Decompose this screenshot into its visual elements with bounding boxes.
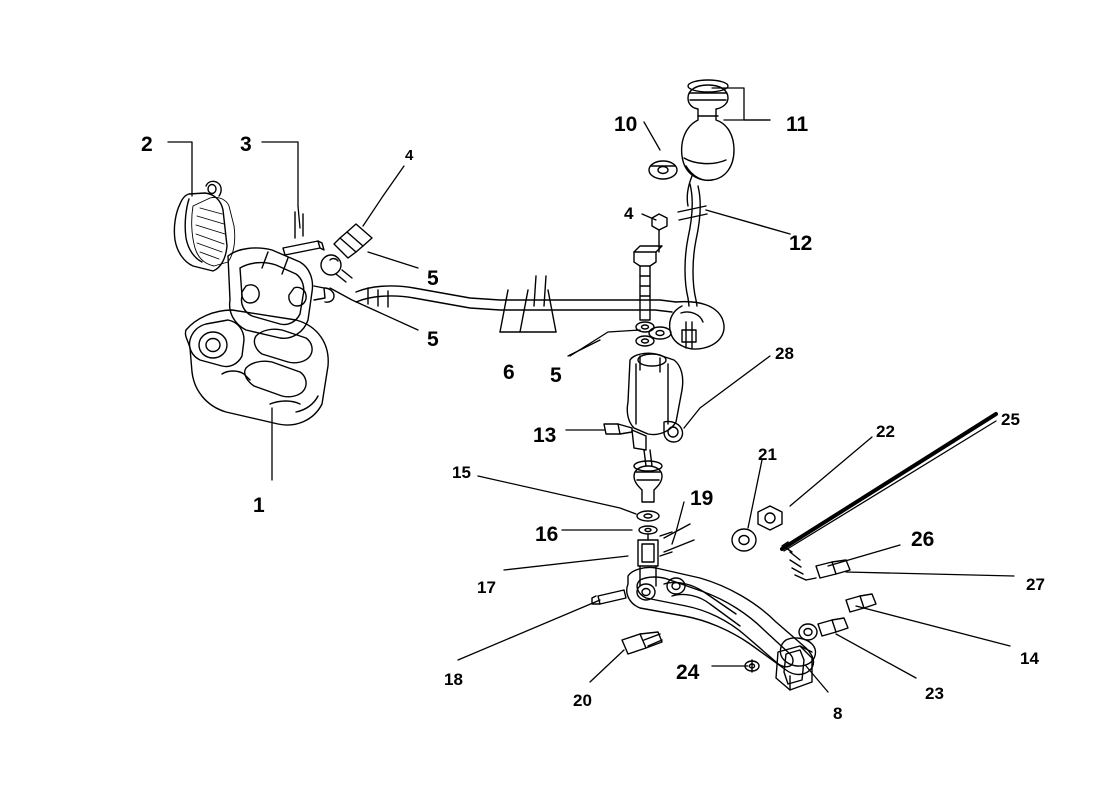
callout-19: 19 [690,487,714,510]
callout-4-lower: 4 [624,204,634,223]
washer-16-part [637,511,659,534]
callout-27: 27 [1026,575,1045,594]
callout-5-b: 5 [427,328,439,351]
bolt-13-part [604,424,632,434]
callout-17: 17 [477,578,496,597]
callout-15: 15 [452,463,471,482]
callout-22: 22 [876,422,895,441]
callout-2: 2 [141,133,153,156]
callout-26: 26 [911,528,935,551]
caliper-bracket-part [185,310,328,425]
leader-lines-center [568,214,656,356]
caliper-pin-part [283,212,324,255]
callout-13: 13 [533,424,557,447]
caliper-body-part [228,248,334,338]
bolt-14-part [846,594,876,612]
callout-16: 16 [535,523,559,546]
callout-11: 11 [786,113,809,136]
callout-25: 25 [1001,410,1020,429]
callout-23: 23 [925,684,944,703]
nut-22-part [758,506,782,530]
vertical-bolt-part [634,214,667,320]
rubber-boot-part [634,461,662,502]
callout-6: 6 [503,361,515,384]
banjo-bolt-upper-part [334,224,372,258]
bolt-20-part [622,632,662,654]
callout-20: 20 [573,691,592,710]
callout-12: 12 [789,232,813,255]
bolt-27-part [816,560,850,578]
callout-3: 3 [240,133,252,156]
brake-pedal-part [627,567,817,674]
fluid-reservoir-part [682,80,734,206]
callout-28: 28 [775,344,794,363]
bolt-23-part [818,618,848,636]
callout-8: 8 [833,704,843,723]
brake-line-upper-part [670,184,790,349]
washer-cluster-left-part [321,255,352,282]
washers-5-stack-part [636,322,696,348]
callout-4-upper: 4 [405,147,414,164]
pedal-stop-bracket-part [776,646,812,690]
callout-10: 10 [614,113,638,136]
washer-10-part [649,161,677,179]
callout-18: 18 [444,670,463,689]
callout-5-c: 5 [550,364,562,387]
washer-21-part [732,529,756,551]
master-cylinder-part [627,353,682,466]
callout-14: 14 [1020,649,1039,668]
callout-24: 24 [676,661,700,684]
callout-21: 21 [758,445,777,464]
reservoir-leader-lines [644,88,770,150]
callout-5-a: 5 [427,267,439,290]
callout-1: 1 [253,494,265,517]
